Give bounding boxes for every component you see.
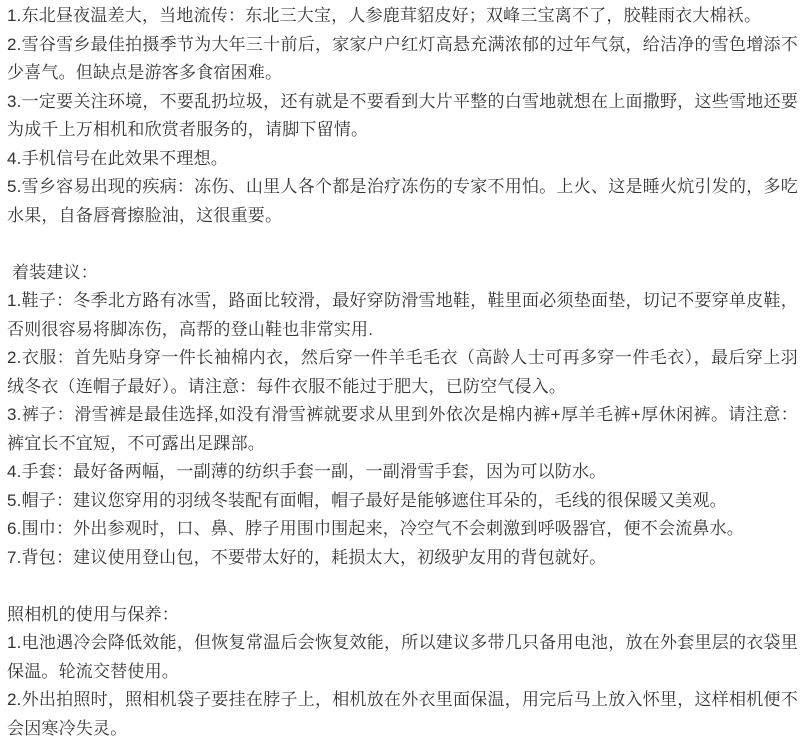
paragraph: 4.手机信号在此效果不理想。	[7, 148, 228, 168]
section-heading: 照相机的使用与保养：	[7, 604, 179, 624]
paragraph: 5.雪乡容易出现的疾病：冻伤、山里人各个都是治疗冻伤的专家不用怕。上火、这是睡火炕引发的，多吃水果，自备唇膏擦脸油，这很重要。	[7, 177, 798, 225]
paragraph: 2.外出拍照时，照相机袋子要挂在脖子上，相机放在外衣里面保温，用完后马上放入怀里，这样相机便不会因寒冷失灵。	[7, 690, 798, 738]
section-camera-care	[7, 601, 798, 744]
paragraph: 3.裤子：滑雪裤是最佳选择,如没有滑雪裤就要求从里到外依次是棉内裤+厚羊毛裤+厚休闲裤。请注意：裤宜长不宜短，不可露出足踝部。	[7, 405, 798, 453]
paragraph: 2.衣服：首先贴身穿一件长袖棉内衣，然后穿一件羊毛毛衣（高龄人士可再多穿一件毛衣），最后穿上羽绒冬衣（连帽子最好）。请注意：每件衣服不能过于肥大，已防空气侵入。	[7, 348, 798, 396]
section-general-tips	[7, 2, 798, 230]
paragraph: 6.围巾：外出参观时，口、鼻、脖子用围巾围起来，冷空气不会刺激到呼吸器官，便不会流鼻水。	[7, 519, 744, 538]
paragraph: 4.手套：最好备两幅，一副薄的纺织手套一副，一副滑雪手套，因为可以防水。	[7, 462, 607, 481]
paragraph: 1.东北昼夜温差大，当地流传：东北三大宝，人参鹿茸貂皮好；双峰三宝离不了，胶鞋雨衣大棉袄。	[7, 6, 762, 25]
section-heading: 着装建议：	[7, 262, 98, 282]
paragraph: 1.鞋子：冬季北方路有冰雪，路面比较滑，最好穿防滑雪地鞋，鞋里面必须垫面垫，切记不要穿单皮鞋，否则很容易将脚冻伤，高帮的登山鞋也非常实用.	[7, 291, 798, 339]
paragraph: 7.背包：建议使用登山包，不要带太好的，耗损太大，初级驴友用的背包就好。	[7, 547, 607, 567]
paragraph: 2.雪谷雪乡最佳拍摄季节为大年三十前后，家家户户红灯高悬充满浓郁的过年气氛，给洁净的雪色增添不少喜气。但缺点是游客多食宿困难。	[7, 34, 798, 82]
paragraph: 5.帽子：建议您穿用的羽绒冬装配有面帽，帽子最好是能够遮住耳朵的，毛线的很保暖又美观。	[7, 490, 727, 510]
paragraph: 3.一定要关注环境，不要乱扔垃圾，还有就是不要看到大片平整的白雪地就想在上面撒野，这些雪地还要为成千上万相机和欣赏者服务的，请脚下留情。	[7, 91, 798, 139]
section-clothing-advice	[7, 259, 798, 573]
paragraph: 1.电池遇冷会降低效能，但恢复常温后会恢复效能，所以建议多带几只备用电池，放在外套里层的衣袋里保温。轮流交替使用。	[7, 633, 798, 681]
